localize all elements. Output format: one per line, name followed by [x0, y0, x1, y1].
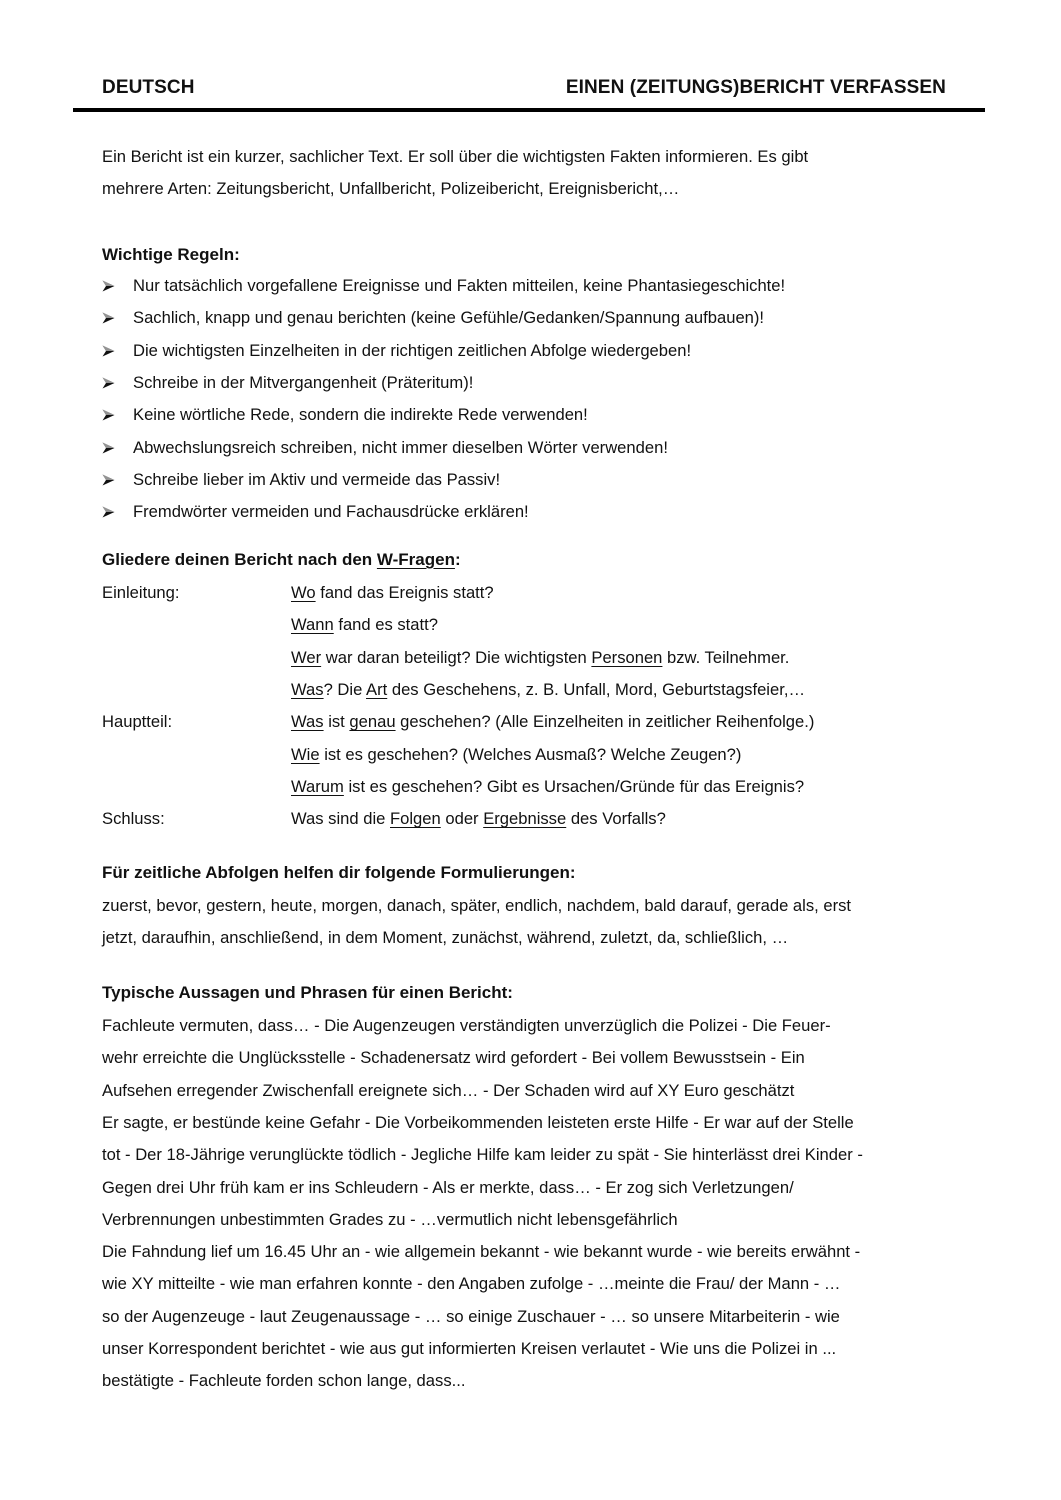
rule-item [102, 302, 764, 334]
underlined-keyword: Wo [291, 583, 316, 602]
phrasen-line: so der Augenzeuge - laut Zeugenaussage - … so einige Zuschauer - … so unsere Mitarbeiterin - wie [102, 1306, 840, 1326]
question-text: fand es statt? [333, 615, 438, 635]
wfragen-row [102, 609, 438, 641]
question-text: Was sind die [291, 809, 390, 829]
phrasen-line: Fachleute vermuten, dass… - Die Augenzeugen verständigten unverzüglich die Polizei - Die Feuer- [102, 1016, 831, 1035]
rule-text: Abwechslungsreich schreiben, nicht immer dieselben Wörter verwenden! [133, 437, 668, 457]
wfragen-question [291, 615, 438, 635]
phrasen-line: unser Korrespondent berichtet - wie aus gut informierten Kreisen verlautet - Wie uns die Polizei in ... [102, 1339, 837, 1358]
wfragen-heading-suffix: : [454, 550, 461, 569]
phrasen-line: Er sagte, er bestünde keine Gefahr - Die Vorbeikommenden leisteten erste Hilfe - Er war auf der Stelle [102, 1112, 854, 1132]
rule-item [102, 270, 785, 302]
arrowhead-bullet-icon [102, 280, 133, 292]
wfragen-row [102, 771, 804, 803]
wfragen-heading-prefix: Gliedere deinen Bericht nach den [102, 550, 377, 569]
question-text: bzw. Teilnehmer. [662, 647, 790, 667]
document-title: EINEN (ZEITUNGS)BERICHT VERFASSEN [565, 77, 946, 98]
rule-text: Fremdwörter vermeiden und Fachausdrücke erklären! [133, 502, 529, 522]
rule-item [102, 432, 668, 464]
arrowhead-bullet-icon [102, 345, 133, 357]
wfragen-heading [102, 550, 461, 570]
question-text: des Geschehens, z. B. Unfall, Mord, Geburtstagsfeier,… [387, 679, 806, 699]
wfragen-section-label: Hauptteil: [102, 712, 173, 732]
wfragen-heading-underlined: W-Fragen [376, 550, 455, 569]
rule-text: Die wichtigsten Einzelheiten in der richtigen zeitlichen Abfolge wiedergeben! [133, 340, 692, 360]
wfragen-row [102, 642, 789, 674]
wfragen-question [291, 648, 789, 668]
rule-text: Nur tatsächlich vorgefallene Ereignisse und Fakten mitteilen, keine Phantasiegeschichte! [133, 276, 786, 295]
wfragen-section-label: Einleitung: [102, 583, 180, 602]
arrowhead-bullet-icon [102, 377, 133, 389]
question-text: ist [323, 712, 350, 732]
rule-text: Schreibe lieber im Aktiv und vermeide das Passiv! [133, 469, 501, 489]
question-text: oder [440, 809, 484, 829]
arrowhead-bullet-icon [102, 409, 133, 421]
wfragen-question [291, 777, 804, 797]
phrasen-line: Aufsehen erregender Zwischenfall ereignete sich… - Der Schaden wird auf XY Euro geschätzt [102, 1080, 795, 1100]
wfragen-row [102, 803, 666, 835]
question-text: des Vorfalls? [566, 809, 666, 829]
rule-item [102, 464, 500, 496]
phrasen-heading: Typische Aussagen und Phrasen für einen Bericht: [102, 983, 513, 1002]
arrowhead-bullet-icon [102, 312, 133, 324]
question-text: ist es geschehen? (Welches Ausmaß? Welche Zeugen?) [319, 744, 742, 764]
rules-heading: Wichtige Regeln: [102, 245, 240, 264]
underlined-keyword: Wie [291, 744, 320, 764]
phrasen-line: Die Fahndung lief um 16.45 Uhr an - wie allgemein bekannt - wie bekannt wurde - wie bereits erwähnt - [102, 1242, 861, 1262]
intro-line-2: mehrere Arten: Zeitungsbericht, Unfallbericht, Polizeibericht, Ereignisbericht,… [102, 179, 680, 198]
wfragen-question [291, 745, 741, 765]
arrowhead-bullet-icon [102, 506, 133, 518]
wfragen-question [291, 680, 805, 700]
rule-item [102, 496, 529, 528]
underlined-keyword: Warum [291, 776, 344, 796]
wfragen-row [102, 674, 805, 706]
question-text: war daran beteiligt? Die wichtigsten [321, 647, 592, 667]
rule-text: Schreibe in der Mitvergangenheit (Präteritum)! [133, 372, 474, 392]
underlined-keyword: Ergebnisse [483, 809, 567, 829]
wfragen-question [291, 583, 494, 603]
underlined-keyword: Wer [291, 647, 322, 667]
question-text: ? Die [323, 679, 367, 699]
phrasen-line: bestätigte - Fachleute forden schon lange, dass... [102, 1371, 466, 1391]
arrowhead-bullet-icon [102, 442, 133, 454]
question-text: ist es geschehen? Gibt es Ursachen/Gründe für das Ereignis? [343, 776, 805, 796]
intro-line-1: Ein Bericht ist ein kurzer, sachlicher Text. Er soll über die wichtigsten Fakten informieren. Es gibt [102, 147, 809, 166]
underlined-keyword: genau [349, 712, 396, 732]
header-rule [73, 108, 985, 112]
wfragen-row [102, 706, 814, 738]
underlined-keyword: Folgen [390, 809, 441, 829]
wfragen-question [291, 809, 666, 829]
phrasen-line: Gegen drei Uhr früh kam er ins Schleudern - Als er merkte, dass… - Er zog sich Verletzungen/ [102, 1177, 794, 1197]
phrasen-line: Verbrennungen unbestimmten Grades zu - …vermutlich nicht lebensgefährlich [102, 1209, 678, 1229]
rule-text: Sachlich, knapp und genau berichten (keine Gefühle/Gedanken/Spannung aufbauen)! [133, 308, 765, 328]
wfragen-question [291, 712, 814, 732]
abfolgen-heading: Für zeitliche Abfolgen helfen dir folgende Formulierungen: [102, 863, 576, 882]
abfolgen-line-2: jetzt, daraufhin, anschließend, in dem Moment, zunächst, während, zuletzt, da, schließlich, … [102, 928, 789, 947]
underlined-keyword: Art [366, 679, 388, 699]
underlined-keyword: Was [291, 679, 324, 699]
abfolgen-line-1: zuerst, bevor, gestern, heute, morgen, danach, später, endlich, nachdem, bald darauf, gerade als, erst [102, 896, 852, 915]
wfragen-row [102, 577, 494, 609]
subject-label: DEUTSCH [102, 77, 195, 98]
wfragen-row [102, 739, 741, 771]
rule-item [102, 399, 588, 431]
underlined-keyword: Wann [291, 615, 334, 635]
underlined-keyword: Was [291, 712, 324, 732]
rule-text: Keine wörtliche Rede, sondern die indirekte Rede verwenden! [133, 405, 588, 425]
arrowhead-bullet-icon [102, 474, 133, 486]
phrasen-line: tot - Der 18-Jährige verunglückte tödlich - Jegliche Hilfe kam leider zu spät - Sie hinterlässt drei Kinder - [102, 1145, 863, 1165]
question-text: geschehen? (Alle Einzelheiten in zeitlicher Reihenfolge.) [395, 712, 815, 732]
rule-item [102, 367, 473, 399]
rule-item [102, 335, 691, 367]
wfragen-section-label: Schluss: [102, 809, 165, 829]
phrasen-line: wie XY mitteilte - wie man erfahren konnte - den Angaben zufolge - …meinte die Frau/ der Mann - … [102, 1274, 841, 1294]
question-text: fand das Ereignis statt? [315, 583, 494, 602]
phrasen-line: wehr erreichte die Unglücksstelle - Schadenersatz wird gefordert - Bei vollem Bewusstsein - Ein [102, 1048, 805, 1068]
underlined-keyword: Personen [591, 647, 663, 667]
